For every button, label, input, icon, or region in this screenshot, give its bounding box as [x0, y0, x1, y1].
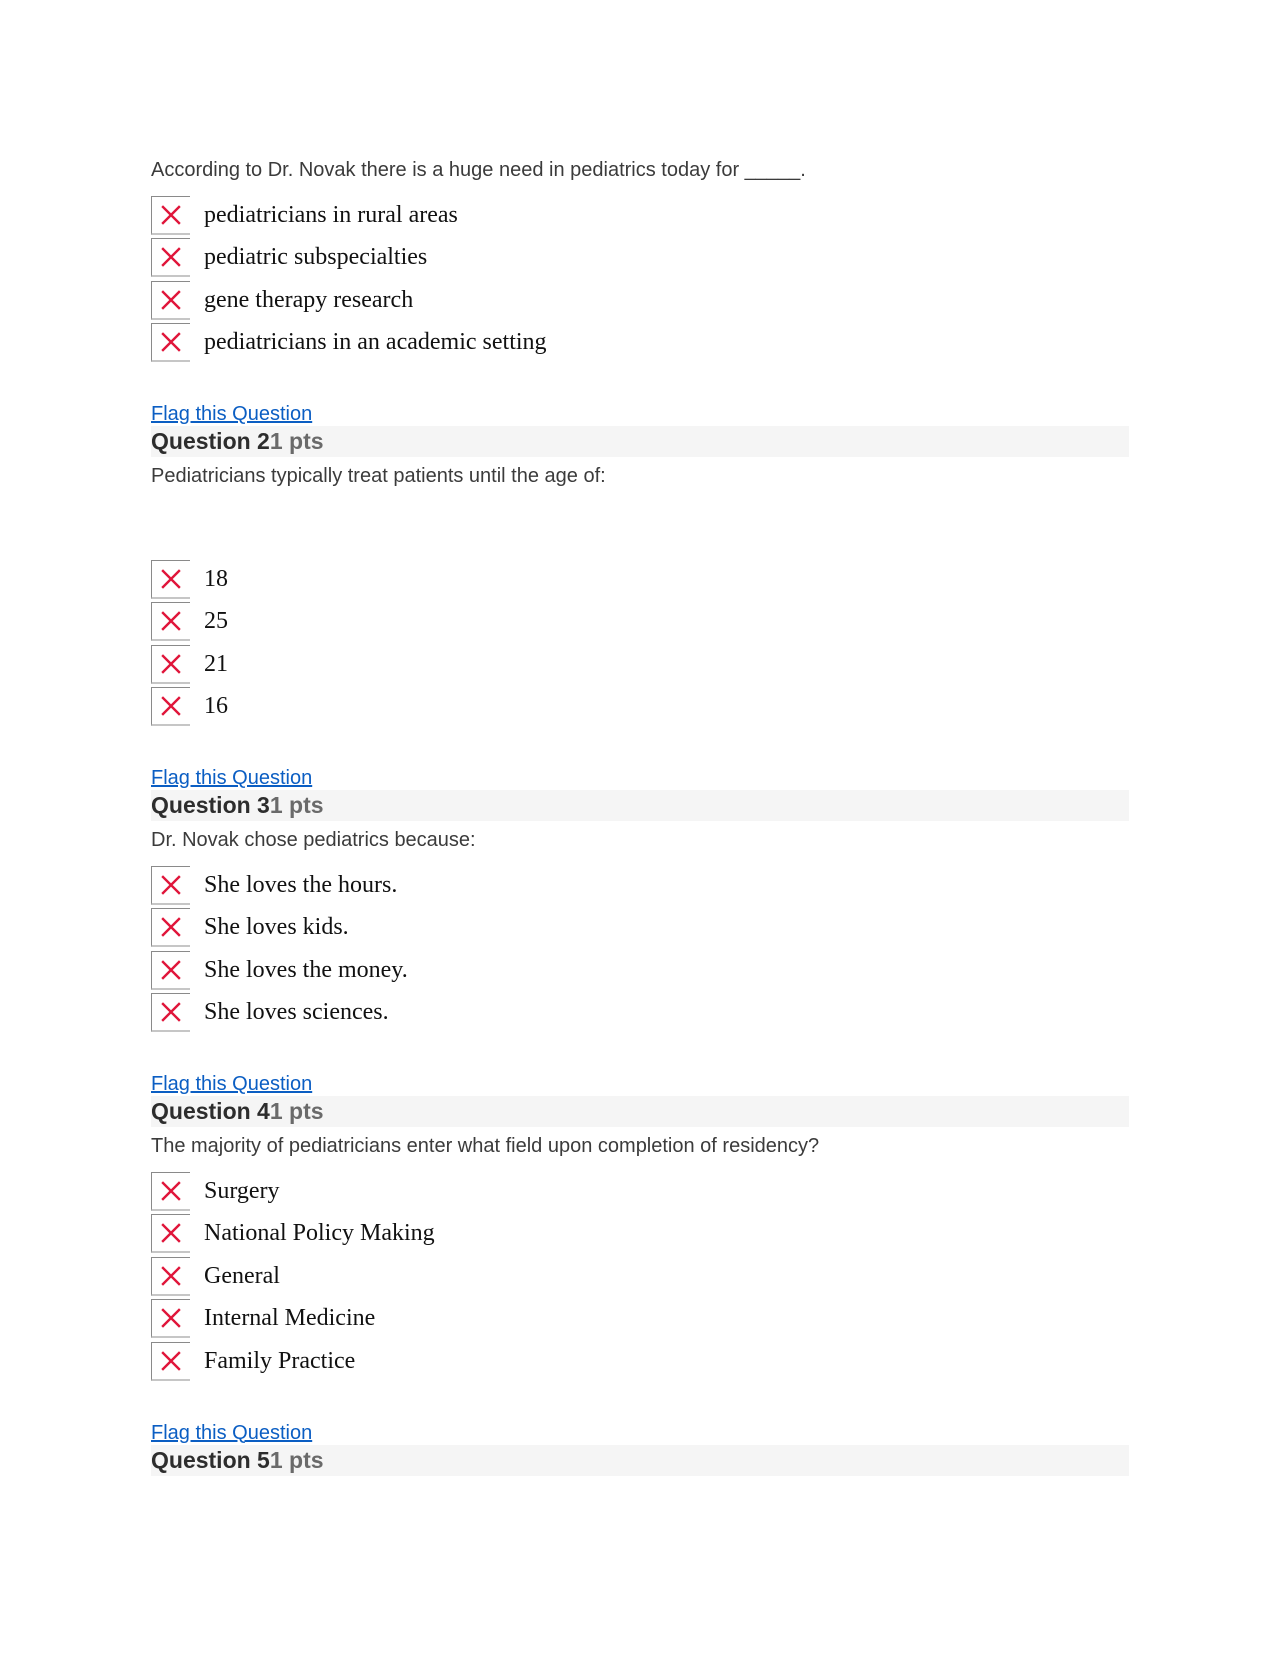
answer-label: She loves the money. [204, 956, 408, 983]
answer-option[interactable] [151, 992, 1129, 1035]
answer-option[interactable] [151, 322, 1129, 365]
answer-option[interactable] [151, 601, 1129, 644]
question-5 [151, 1383, 1129, 1476]
answer-label: She loves sciences. [204, 999, 389, 1026]
question-text: Dr. Novak chose pediatrics because: [151, 829, 476, 851]
question-title: Question 5 [151, 1446, 270, 1473]
answer-option[interactable] [151, 864, 1129, 907]
incorrect-x-icon [151, 908, 190, 947]
answer-label: She loves kids. [204, 914, 349, 941]
question-text: Pediatricians typically treat patients until the age of: [151, 465, 606, 487]
question-points: 1 pts [269, 792, 324, 818]
incorrect-x-icon [151, 1342, 190, 1381]
question-points: 1 pts [269, 1098, 324, 1124]
incorrect-x-icon [151, 1172, 190, 1211]
answer-option[interactable] [151, 949, 1129, 992]
incorrect-x-icon [151, 951, 190, 990]
answer-list [151, 864, 1129, 1034]
answer-list [151, 558, 1129, 728]
incorrect-x-icon [151, 1299, 190, 1338]
incorrect-x-icon [151, 560, 190, 599]
flag-question-link[interactable]: Flag this Question [151, 403, 313, 425]
incorrect-x-icon [151, 602, 190, 641]
question-text: According to Dr. Novak there is a huge need in pediatrics today for _____. [151, 159, 806, 181]
question-points: 1 pts [269, 428, 324, 454]
quiz-content [151, 158, 1129, 1476]
answer-label: gene therapy research [204, 286, 414, 313]
question-title: Question 2 [151, 428, 270, 454]
question-header [151, 790, 1129, 821]
question-1 [151, 158, 1129, 364]
incorrect-x-icon [151, 1214, 190, 1253]
answer-label: She loves the hours. [204, 871, 398, 898]
question-text: The majority of pediatricians enter what field upon completion of residency? [151, 1135, 820, 1157]
answer-label: pediatric subspecialties [204, 244, 428, 271]
flag-question-link[interactable]: Flag this Question [151, 1421, 313, 1444]
question-2 [151, 364, 1129, 728]
flag-question-link[interactable]: Flag this Question [151, 1073, 313, 1095]
incorrect-x-icon [151, 238, 190, 277]
answer-label: pediatricians in rural areas [204, 201, 458, 228]
answer-option[interactable] [151, 279, 1129, 322]
question-title: Question 4 [151, 1098, 270, 1124]
answer-option[interactable] [151, 237, 1129, 280]
answer-label: 21 [204, 650, 228, 677]
answer-list [151, 1170, 1129, 1383]
question-header [151, 426, 1129, 457]
answer-list [151, 194, 1129, 364]
answer-label: 25 [204, 608, 228, 635]
incorrect-x-icon [151, 645, 190, 684]
answer-label: General [204, 1262, 280, 1289]
question-header [151, 1096, 1129, 1127]
incorrect-x-icon [151, 281, 190, 320]
answer-label: National Policy Making [204, 1220, 435, 1247]
answer-option[interactable] [151, 1170, 1129, 1213]
answer-label: Family Practice [204, 1347, 356, 1374]
incorrect-x-icon [151, 866, 190, 905]
question-header [151, 1445, 1129, 1476]
answer-option[interactable] [151, 1213, 1129, 1256]
answer-label: pediatricians in an academic setting [204, 329, 547, 356]
answer-label: Surgery [204, 1177, 280, 1204]
question-title: Question 3 [151, 792, 270, 818]
question-points: 1 pts [269, 1446, 324, 1473]
answer-option[interactable] [151, 1298, 1129, 1341]
incorrect-x-icon [151, 687, 190, 726]
answer-option[interactable] [151, 194, 1129, 237]
question-4 [151, 1034, 1129, 1383]
flag-question-link[interactable]: Flag this Question [151, 767, 313, 789]
answer-option[interactable] [151, 686, 1129, 729]
answer-option[interactable] [151, 1255, 1129, 1298]
answer-label: Internal Medicine [204, 1305, 376, 1332]
answer-option[interactable] [151, 643, 1129, 686]
incorrect-x-icon [151, 196, 190, 235]
answer-option[interactable] [151, 1340, 1129, 1383]
question-3 [151, 728, 1129, 1034]
answer-label: 16 [204, 693, 228, 720]
incorrect-x-icon [151, 1257, 190, 1296]
answer-label: 18 [204, 565, 228, 592]
incorrect-x-icon [151, 323, 190, 362]
answer-option[interactable] [151, 558, 1129, 601]
answer-option[interactable] [151, 907, 1129, 950]
incorrect-x-icon [151, 993, 190, 1032]
